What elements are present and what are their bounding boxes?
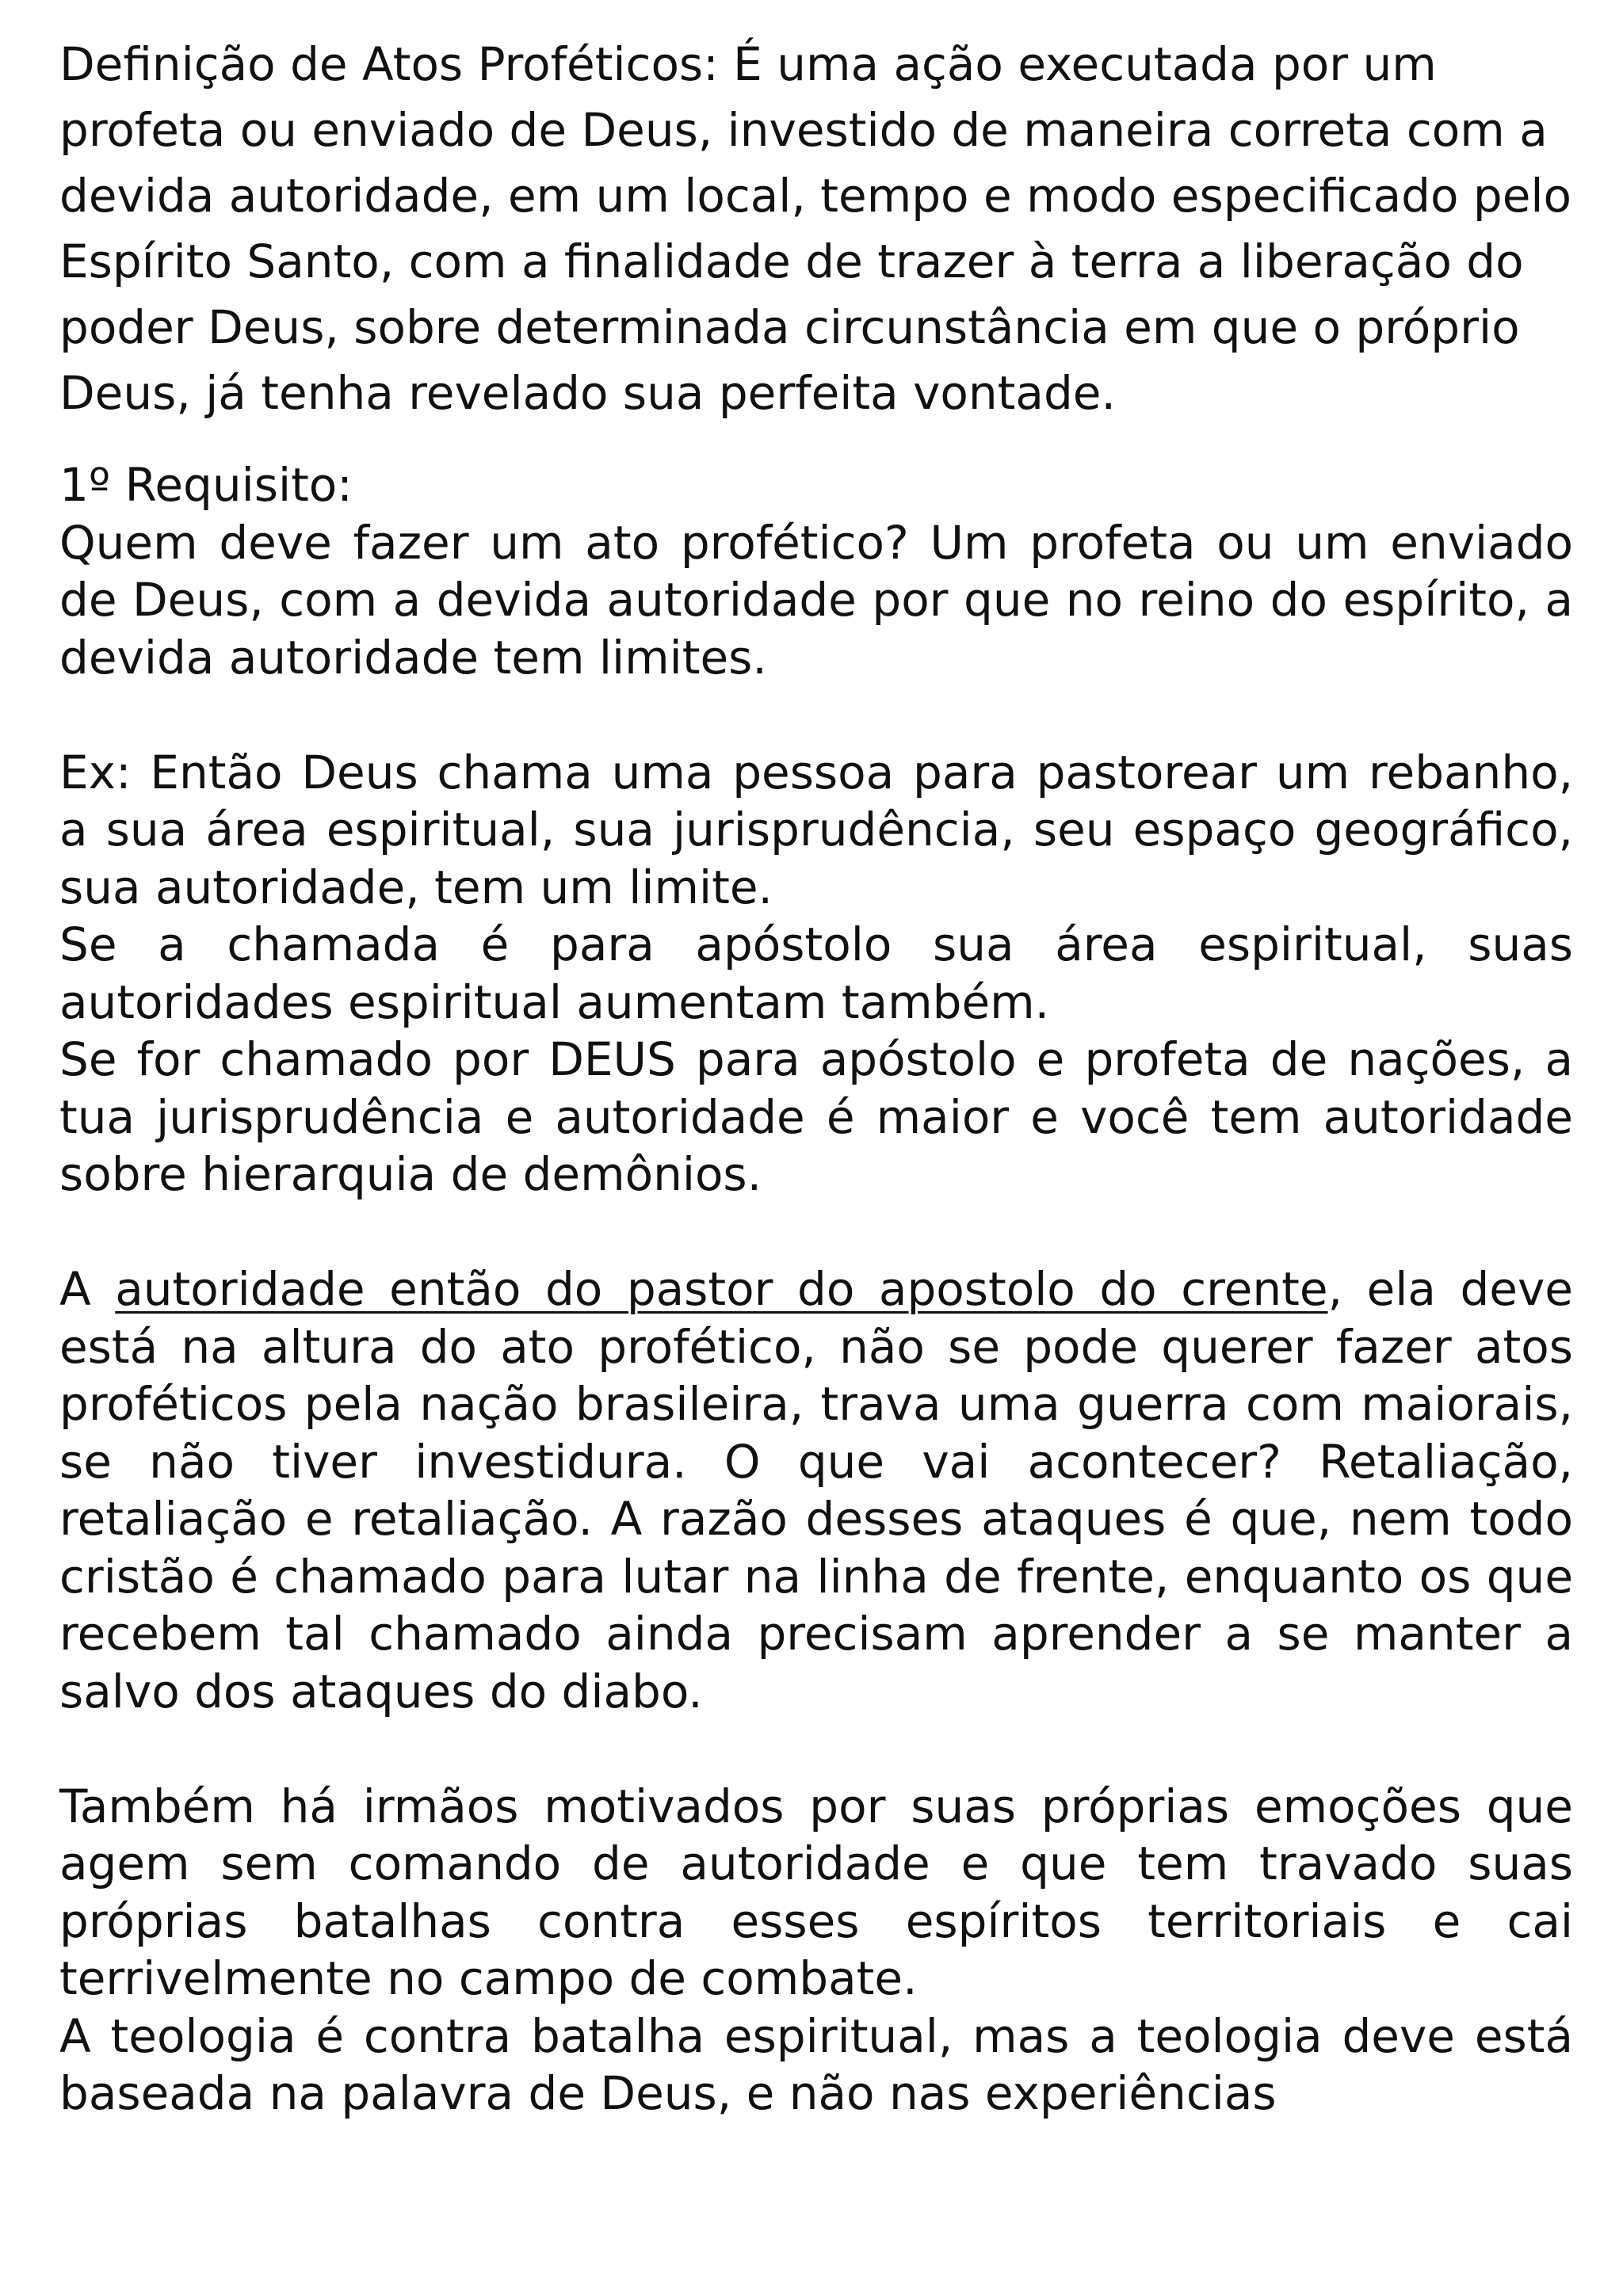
paragraph-spacer bbox=[59, 1720, 1573, 1778]
paragraph-spacer bbox=[59, 686, 1573, 744]
example-paragraph-1: Ex: Então Deus chama uma pessoa para pastorear um rebanho, a sua área espiritual, sua jurisprudência, seu espaço geográfico, sua autoridade, tem um limite. bbox=[59, 745, 1573, 914]
authority-prefix: A bbox=[59, 1262, 116, 1316]
document-body bbox=[59, 456, 1573, 2122]
paragraph-spacer bbox=[59, 1203, 1573, 1261]
definition-section bbox=[59, 32, 1573, 426]
example-paragraph-3: Se for chamado por DEUS para apóstolo e profeta de nações, a tua jurisprudência e autoridade é maior e você tem autoridade sobre hierarquia de demônios. bbox=[59, 1032, 1573, 1201]
definition-paragraph: Definição de Atos Proféticos: É uma ação executada por um profeta ou enviado de Deus, investido de maneira correta com a devida autoridade, em um local, tempo e modo especificado pelo Espírito Santo, com a finalidade de trazer à terra a liberação do poder Deus, sobre determinada circunstância em que o próprio Deus, já tenha revelado sua perfeita vontade. bbox=[59, 37, 1571, 420]
document-page bbox=[59, 32, 1573, 2122]
requirement-heading: 1º Requisito: bbox=[59, 458, 353, 512]
brothers-paragraph: Também há irmãos motivados por suas próprias emoções que agem sem comando de autoridade e que tem travado suas próprias batalhas contra esses espíritos territoriais e cai terrivelmente no campo de combate. bbox=[59, 1779, 1573, 2005]
authority-paragraph bbox=[59, 1261, 1573, 1720]
theology-paragraph: A teologia é contra batalha espiritual, mas a teologia deve está baseada na palavra de Deus, e não nas experiências bbox=[59, 2008, 1573, 2120]
requirement-paragraph: Quem deve fazer um ato profético? Um profeta ou um enviado de Deus, com a devida autoridade por que no reino do espírito, a devida autoridade tem limites. bbox=[59, 515, 1573, 685]
authority-underlined-phrase: autoridade então do pastor do apostolo do crente bbox=[115, 1262, 1328, 1316]
example-paragraph-2: Se a chamada é para apóstolo sua área espiritual, suas autoridades espiritual aumentam também. bbox=[59, 917, 1573, 1029]
authority-rest: , ela deve está na altura do ato profético, não se pode querer fazer atos proféticos pela nação brasileira, trava uma guerra com maiorais, se não tiver investidura. O que vai acontecer? Retaliação, retaliação e retaliação. A razão desses ataques é que, nem todo cristão é chamado para lutar na linha de frente, enquanto os que recebem tal chamado ainda precisam aprender a se manter a salvo dos ataques do diabo. bbox=[59, 1262, 1573, 1718]
